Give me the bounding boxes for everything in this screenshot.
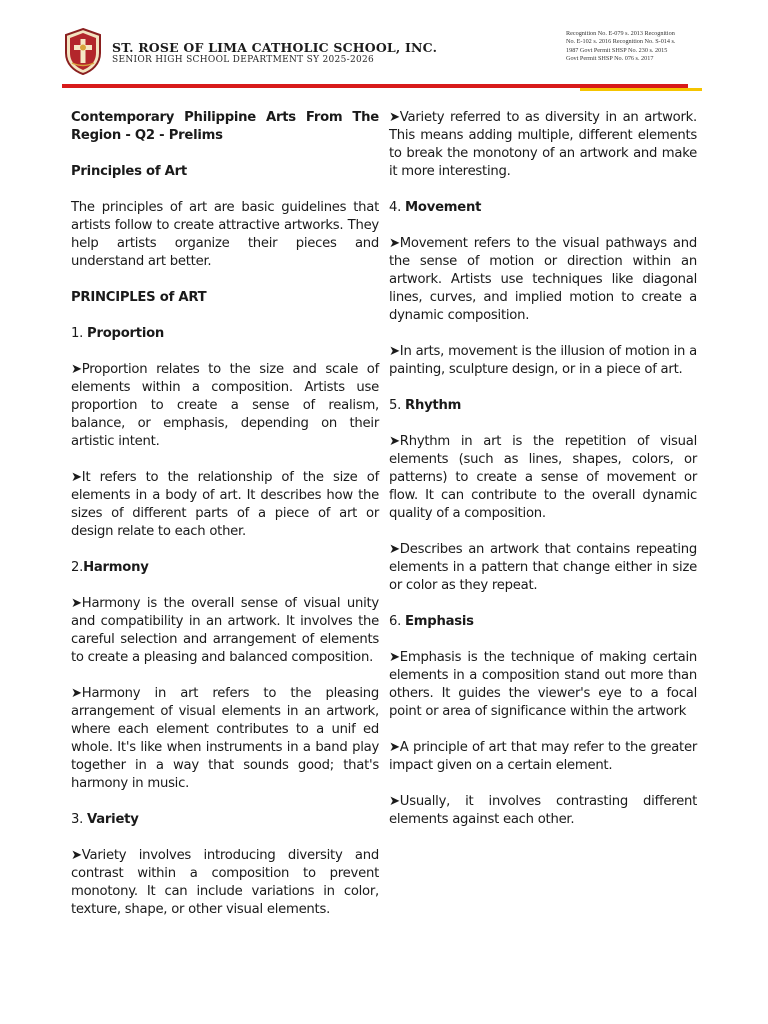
principle-heading-proportion — [71, 325, 379, 343]
principle-number: 5. — [389, 398, 402, 413]
principle-title: Emphasis — [405, 614, 474, 629]
recognition-line: Govt Permit SHSP No. 076 s. 2017 — [566, 54, 654, 62]
school-seal-logo — [62, 27, 104, 75]
recognition-line: 1987 Govt Permit SHSP No. 230 s. 2015 — [566, 46, 668, 54]
intro-paragraph: The principles of art are basic guidelines that artists follow to create attractive artworks. They help artists organize their pieces and understand art better. — [71, 200, 379, 269]
principle-title: Proportion — [87, 326, 165, 341]
header-yellow-divider — [580, 88, 702, 91]
recognition-line: Recognition No. E-079 s. 2013 Recognition — [566, 30, 675, 37]
document-title: Contemporary Philippine Arts From The Region - Q2 - Prelims — [71, 110, 379, 143]
right-column — [389, 109, 697, 847]
school-name: ST. ROSE OF LIMA CATHOLIC SCHOOL, INC. — [112, 40, 438, 55]
principle-heading-emphasis — [389, 613, 697, 631]
recognition-block — [566, 30, 706, 63]
paragraph: ➤Harmony is the overall sense of visual unity and compatibility in an artwork. It involves the careful selection and arrangement of elements to create a pleasing and balanced composition. — [71, 596, 379, 665]
principle-number: 4. — [389, 200, 402, 215]
paragraph: ➤It refers to the relationship of the size of elements in a body of art. It describes how the sizes of different parts of a piece of art or design relate to each other. — [71, 470, 379, 539]
school-department: SENIOR HIGH SCHOOL DEPARTMENT SY 2025-2026 — [112, 55, 375, 65]
section-heading-caps: PRINCIPLES of ART — [71, 290, 207, 305]
principle-heading-movement — [389, 199, 697, 217]
principle-number: 2. — [71, 560, 84, 575]
document-header — [0, 0, 768, 100]
paragraph: ➤In arts, movement is the illusion of motion in a painting, sculpture design, or in a piece of art. — [389, 344, 697, 377]
principle-number: 1. — [71, 326, 84, 341]
section-heading: Principles of Art — [71, 164, 187, 179]
principle-title: Harmony — [83, 560, 149, 575]
principle-heading-rhythm — [389, 397, 697, 415]
paragraph: ➤Usually, it involves contrasting different elements against each other. — [389, 794, 697, 827]
left-column — [71, 109, 379, 937]
recognition-line: No. E-102 s. 2016 Recognition No. S-014 s. — [566, 38, 676, 46]
principle-title: Movement — [405, 200, 482, 215]
paragraph: ➤Rhythm in art is the repetition of visual elements (such as lines, shapes, colors, or patterns) to create a sense of movement or flow. It can contribute to the overall dynamic quality of a composition. — [389, 434, 697, 521]
paragraph: ➤Describes an artwork that contains repeating elements in a pattern that change either in size or color as they repeat. — [389, 542, 697, 593]
paragraph: ➤Variety referred to as diversity in an artwork. This means adding multiple, different elements to break the monotony of an artwork and make it more interesting. — [389, 110, 697, 179]
paragraph: ➤Variety involves introducing diversity and contrast within a composition to prevent monotony. It can include variations in color, texture, shape, or other visual elements. — [71, 848, 379, 917]
paragraph: ➤Movement refers to the visual pathways and the sense of motion or direction within an artwork. Artists use techniques like diagonal lines, curves, and implied motion to create a dynamic composition. — [389, 236, 697, 323]
principle-title: Rhythm — [405, 398, 462, 413]
principle-heading-variety — [71, 811, 379, 829]
principle-number: 3. — [71, 812, 84, 827]
paragraph: ➤Harmony in art refers to the pleasing arrangement of visual elements in an artwork, where each element contributes to a unif ed whole. It's like when instruments in a band play together in a way that sounds good; that's harmony in music. — [71, 686, 379, 791]
paragraph: ➤Proportion relates to the size and scale of elements within a composition. Artists use proportion to create a sense of realism, balance, or emphasis, depending on their artistic intent. — [71, 362, 379, 449]
principle-heading-harmony — [71, 559, 379, 577]
principle-number: 6. — [389, 614, 402, 629]
paragraph: ➤Emphasis is the technique of making certain elements in a composition stand out more than others. It guides the viewer's eye to a focal point or area of significance within the artwork — [389, 650, 697, 719]
paragraph: ➤A principle of art that may refer to the greater impact given on a certain element. — [389, 740, 697, 773]
principle-title: Variety — [87, 812, 139, 827]
